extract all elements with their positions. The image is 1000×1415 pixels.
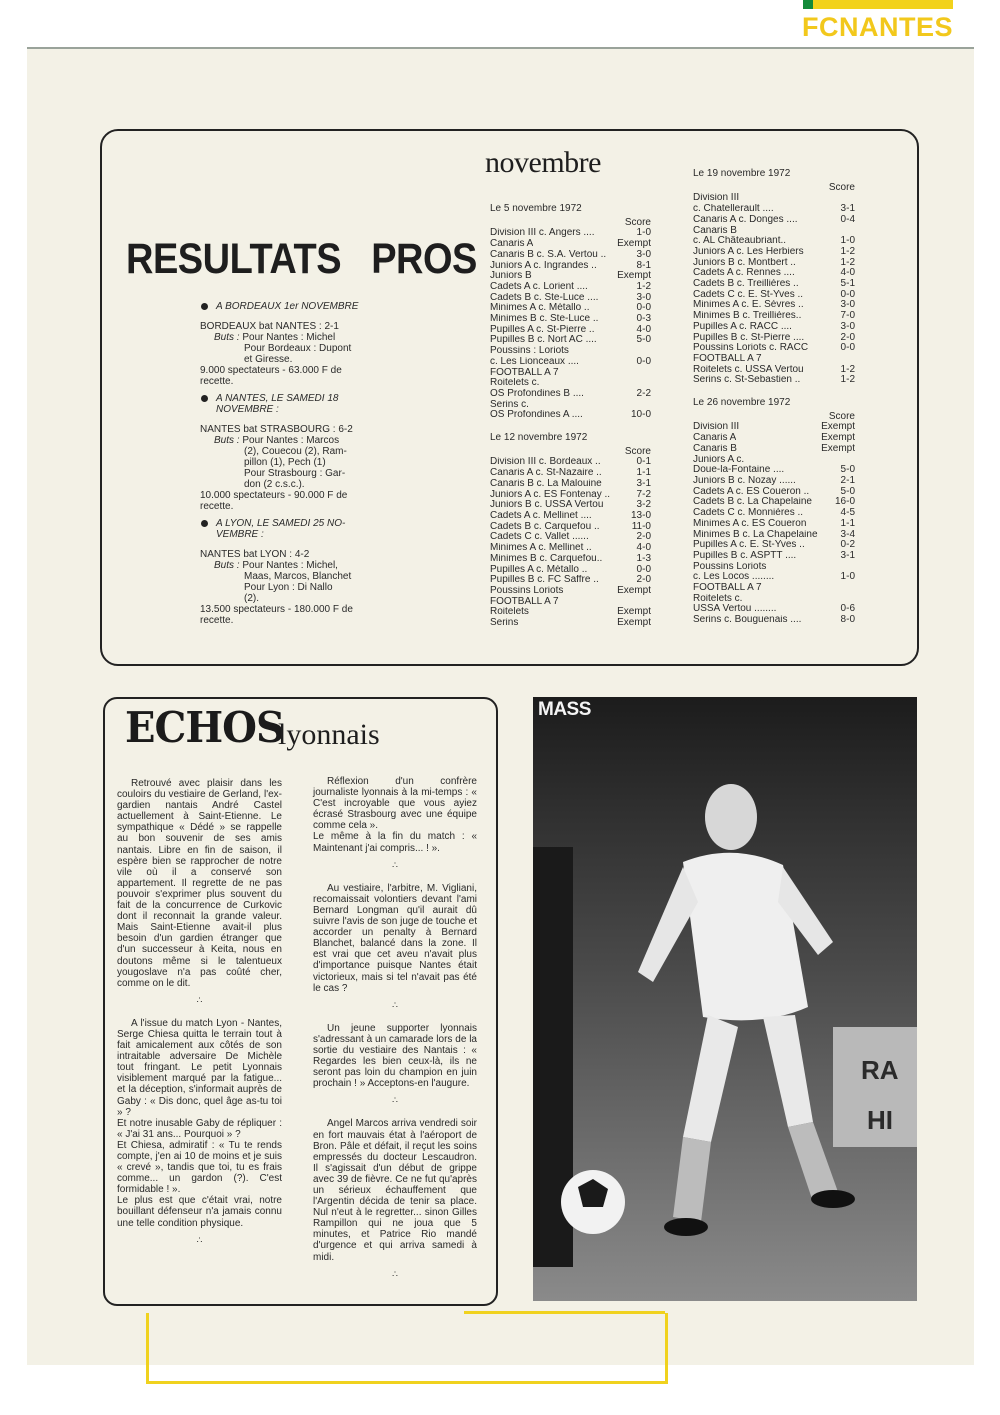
team-fixture: Pupilles B c. Nort AC .... [490,335,597,346]
team-fixture: Division III [693,422,740,433]
match-score: 1-2 [840,363,855,375]
match-score: 0-6 [840,603,855,615]
result-row [490,335,651,346]
result-row [693,365,855,376]
match-score: 8-0 [840,614,855,626]
team-fixture: Minimes A c. E. Sèvres .. [693,300,804,311]
team-fixture: Poussins Loriots [490,585,564,596]
team-fixture: Juniors A c. ES Fontenay .. [490,489,611,500]
score-header: Score [624,445,651,457]
echos-column-2 [313,776,477,1292]
match-day-date: Le 12 novembre 1972 [490,432,588,444]
team-fixture: FOOTBALL A 7 [693,583,762,594]
match-score: 0-0 [840,342,855,354]
match-score: Exempt [617,270,651,282]
match-score: 8-1 [636,259,651,271]
result-row [490,490,651,501]
score-header: Score [624,216,651,228]
match-block [200,301,370,387]
goals-line [200,435,370,446]
match-score: 3-1 [636,477,651,489]
goals-line: et Giresse. [244,354,293,365]
match-score: 7-2 [636,488,651,500]
match-score: 0-3 [636,313,651,325]
result-row [693,333,855,344]
result-row [693,562,855,573]
match-score: 16-0 [834,496,855,508]
result-row [693,268,855,279]
result-row [693,508,855,519]
separator-mark: ∴ [196,994,203,1005]
team-fixture: FOOTBALL A 7 [693,353,762,364]
team-fixture: Minimes B c. Carquefou.. [490,553,603,564]
team-fixture: Canaris B c. S.A. Vertou .. [490,249,607,260]
score-header: Score [828,181,855,193]
separator-mark: ∴ [392,1268,398,1279]
match-result: NANTES bat LYON : 4-2 [200,549,310,560]
team-fixture: Pupilles A c. Métallo .. [490,564,588,575]
echo-paragraph: Angel Marcos arriva vendredi soir en fort mauvais état à l'aéroport de Bron. Pâle et défait, il reçut les soins empressés du docteur Lescaudron. Il s'agissait d'un début de grippe avec 39 de fièvre. Ce ne fut qu'après un sérieux échauffement que l'Argentin décida de tenir sa place. Nul n'eut à le regretter... sinon Gilles Rampillon qui ne joua que 5 minutes, et Patrice Rio mandé d'urgence et qui arriva samedi à midi. [313,1118,477,1263]
result-row [490,282,651,293]
match-score: 4-5 [840,507,855,519]
goals-text: Pour Nantes : Michel, [242,560,338,571]
spacer [490,421,651,429]
result-row [490,293,651,304]
match-score: 1-0 [636,227,651,239]
team-fixture: Minimes B c. Ste-Luce .. [490,314,599,325]
brand-logo-text: FCNANTES [802,12,953,42]
page-top-rule [27,47,974,49]
goals-label: Buts : [214,332,240,343]
result-row [693,615,855,626]
team-fixture: Minimes A c. Mellinet .. [490,543,592,554]
goals-line: (2). [244,593,259,604]
team-fixture: Canaris B [693,443,737,454]
team-fixture: Cadets A c. Mellinet .... [490,510,592,521]
goals-line: (2), Couecou (2), Ram- [244,446,347,457]
match-score: 1-2 [840,245,855,257]
team-fixture: Cadets B c. La Chapelaine [693,497,812,508]
team-fixture: OS Profondines B .... [490,388,584,399]
attendance: 13.500 spectateurs - 180.000 F de recette. [200,604,353,626]
team-fixture: Serins c. St-Sebastien .. [693,375,801,386]
goals-text: Pour Nantes : Marcos [242,435,340,446]
result-row [490,586,651,597]
result-row [490,410,651,421]
team-fixture: Poussins Loriots c. RACC [693,343,809,354]
match-score: 10-0 [630,409,651,421]
echos-title: ECHOS [125,703,284,753]
result-row [693,540,855,551]
team-fixture: Poussins : Loriots [490,346,569,357]
team-fixture: Pupilles B c. St-Pierre .... [693,332,805,343]
echo-paragraph: A l'issue du match Lyon - Nantes, Serge Chiesa quitta le terrain tout à fait amicalement aux côtés de son intraitable adversaire De Michèle tout fringant. Le petit Lyonnais visiblement marqué par la fatigue... et la déception, s'informait auprès de Gaby : « Dis donc, quel âge as-tu toi » ? Et notre inusable Gaby de répliquer : « J'ai 31 ans... Pourquoi » ? Et Chiesa, admiratif : « Tu te rends compte, j'en ai 10 de moins et je suis « crevé », tandis que toi, tu es frais comme... un gardon (?). C'est formidable ! ». Le plus est que c'était vrai, notre bouillant défenseur n'a jamais connu une telle condition physique. [117,1017,282,1229]
pro-results-list [200,295,370,626]
goals-line: pillon (1), Pech (1) [244,457,326,468]
match-day-block [693,386,855,626]
match-score: 2-0 [636,531,651,543]
match-score: 7-0 [840,310,855,322]
team-fixture: Pupilles A c. St-Pierre .. [490,324,595,335]
match-score: Exempt [821,432,855,444]
match-heading: A LYON, LE SAMEDI 25 NO-VEMBRE : [200,518,370,540]
result-row [490,325,651,336]
result-row [693,247,855,258]
result-row [490,565,651,576]
result-row [693,583,855,594]
team-fixture: Cadets A c. ES Coueron .. [693,486,810,497]
team-fixture: Canaris A [490,239,534,250]
result-row [693,215,855,226]
echo-paragraph: Réflexion d'un confrère journaliste lyonnais à la mi-temps : « C'est incroyable que vous ayiez écrasé Strasbourg avec une équipe comme cela ». Le même à la fin du match : « Maintenant j'ai compris... ! ». [313,776,477,854]
goals-line: Maas, Marcos, Blanchet [244,571,352,582]
result-row [693,279,855,290]
team-fixture: Roitelets c. [490,378,540,389]
team-fixture: Juniors B c. USSA Vertou [490,500,604,511]
match-day-block [693,169,855,386]
team-fixture: Roitelets c. [693,593,743,604]
match-score: 3-2 [636,499,651,511]
match-score: 1-2 [636,280,651,292]
match-score: 1-0 [840,571,855,583]
match-block [200,393,370,512]
match-score: 1-0 [840,235,855,247]
team-fixture: Minimes A c. ES Coueron [693,518,807,529]
result-row [693,444,855,455]
team-fixture: Juniors B c. Montbert .. [693,257,796,268]
match-score: 5-1 [840,278,855,290]
match-score: 3-1 [840,203,855,215]
result-row [490,522,651,533]
team-fixture: Juniors A c. Les Herbiers [693,246,804,257]
team-fixture: Pupilles A c. E. St-Yves .. [693,540,805,551]
result-row [693,258,855,269]
match-score: 3-0 [636,291,651,303]
player-photo-image [533,697,917,1301]
team-fixture: Pupilles B c. ASPTT .... [693,550,797,561]
match-score: 0-0 [840,288,855,300]
result-row [490,468,651,479]
match-score: 0-1 [636,456,651,468]
separator-mark: ∴ [392,1095,398,1106]
result-row [490,314,651,325]
photo-caption: MASS [538,699,591,720]
match-score: 13-0 [630,509,651,521]
brand-yellow-frame-top [464,1311,665,1314]
team-fixture: Pupilles A c. RACC .... [693,321,792,332]
spacer [693,386,855,394]
team-fixture: Doue-la-Fontaine .... [693,465,785,476]
result-row [693,322,855,333]
result-row [490,400,651,411]
team-fixture: Cadets A c. Lorient .... [490,281,588,292]
match-day-date: Le 5 novembre 1972 [490,203,582,214]
match-score: 3-1 [840,549,855,561]
match-score: 0-2 [840,539,855,551]
team-fixture: Serins [490,618,519,629]
november-results-column-1 [490,200,651,629]
result-row [490,357,651,368]
result-row [490,511,651,522]
match-score: 1-2 [840,374,855,386]
match-score: 5-0 [840,485,855,497]
match-score: 4-0 [840,267,855,279]
match-score: Exempt [617,606,651,618]
match-score: 11-0 [631,520,651,532]
result-row [490,389,651,400]
separator-mark: ∴ [392,999,398,1010]
echos-subtitle: lyonnais [278,718,380,751]
match-score: 4-0 [636,323,651,335]
team-fixture: Cadets B c. Carquefou .. [490,521,600,532]
match-score: 2-0 [636,574,651,586]
result-row [490,271,651,282]
result-row [693,375,855,386]
team-fixture: USSA Vertou ........ [693,604,777,615]
brand-color-bar [803,0,953,9]
team-fixture: c. Les Locos ........ [693,572,775,583]
team-fixture: Cadets A c. Rennes .... [693,268,795,279]
match-day-date: Le 26 novembre 1972 [693,397,791,409]
match-score: 2-0 [840,331,855,343]
result-row [693,594,855,605]
team-fixture: Pupilles B c. FC Saffre .. [490,575,599,586]
result-row [693,204,855,215]
match-score: 1-1 [636,467,651,479]
team-fixture: Minimes B c. Treillières.. [693,311,802,322]
match-day-block [490,421,651,629]
team-fixture: Cadets C c. Vallet ...... [490,532,589,543]
goals-line [200,560,370,571]
team-fixture: Canaris B [693,225,737,236]
result-row [693,604,855,615]
team-fixture: Cadets C c. Monnières .. [693,508,804,519]
result-row [490,250,651,261]
player-photo [533,697,917,1301]
team-fixture: Cadets B c. Treillières .. [693,279,799,290]
result-row [693,300,855,311]
result-row [693,476,855,487]
match-score: 0-0 [636,302,651,314]
match-score: 0-4 [840,213,855,225]
goals-label: Buts : [214,560,240,571]
team-fixture: Juniors B c. Nozay ...... [693,475,796,486]
result-row [693,455,855,466]
match-score: Exempt [821,442,855,454]
match-result: BORDEAUX bat NANTES : 2-1 [200,321,339,332]
team-fixture: Serins c. Bouguenais .... [693,615,802,626]
team-fixture: Juniors A c. [693,454,745,465]
score-header: Score [828,410,855,422]
team-fixture: Canaris A c. St-Nazaire .. [490,468,602,479]
match-day-block [490,204,651,421]
result-row [490,457,651,468]
match-score: 2-1 [840,474,855,486]
match-score: 1-3 [636,552,651,564]
result-row [490,618,651,629]
team-fixture: OS Profondines A .... [490,410,583,421]
result-row [490,500,651,511]
attendance: 9.000 spectateurs - 63.000 F de recette. [200,365,342,387]
team-fixture: Poussins Loriots [693,561,767,572]
advertising-board-text: RA [861,1055,899,1085]
result-row [693,343,855,354]
match-score [852,583,855,594]
result-row [490,368,651,379]
result-row [490,543,651,554]
separator-mark: ∴ [392,859,398,870]
match-score: 4-0 [636,542,651,554]
result-row [490,303,651,314]
goals-line: Pour Lyon : Di Nallo [244,582,333,593]
echo-paragraph: Au vestiaire, l'arbitre, M. Vigliani, recomaissait volontiers devant l'ami Bernard Longman qu'il aurait dû suivre l'avis de son juge de touche et accorder un penalty à Bernard Blanchet, balancé dans la zone. Il est vrai que cet aveu n'avait plus d'importance puisque Nantes était victorieux, mais si tel n'avait pas été le cas ? [313,882,477,994]
result-row [693,193,855,204]
result-row [490,239,651,250]
team-fixture: Cadets B c. Ste-Luce .... [490,292,599,303]
team-fixture: Division III [693,193,740,204]
match-block [200,518,370,626]
match-heading: A NANTES, LE SAMEDI 18 NOVEMBRE : [200,393,370,415]
team-fixture: Roitelets [490,607,529,618]
attendance: 10.000 spectateurs - 90.000 F de recette. [200,490,348,512]
match-score: 3-0 [840,320,855,332]
team-fixture: Canaris B c. La Malouine [490,478,602,489]
result-row [693,290,855,301]
result-row [693,226,855,237]
team-fixture: FOOTBALL A 7 [490,596,559,607]
november-results-column-2 [693,165,855,626]
match-score: 5-0 [840,464,855,476]
match-score: Exempt [617,584,651,596]
match-day-date: Le 19 novembre 1972 [693,168,791,179]
result-row [693,497,855,508]
team-fixture: Serins c. [490,399,529,410]
separator-mark: ∴ [196,1234,203,1245]
result-row [490,479,651,490]
goals-line: don (2 c.s.c.). [244,479,305,490]
match-score: 1-1 [840,517,855,529]
echo-paragraph: Retrouvé avec plaisir dans les couloirs du vestiaire de Gerland, l'ex-gardien nantais André Castel actuellement à Saint-Etienne. Le sympathique « Dédé » se rappelle au bon souvenir de ses amis nantais. Libre en fin de saison, il espère bien se rapprocher de notre vile où il a conservé son appartement. Il regrette de ne pas pouvoir s'exprimer plus souvent du fait de la concurrence de Curkovic dont il reconnait la grande valeur. Mais Saint-Etienne avait-il plus besoin d'un gardien étranger que d'un successeur à Keita, nous en doutons même si le talentueux yougoslave n'a pas coûté cher, comme on le dit. [117,778,282,989]
match-heading: A BORDEAUX 1er NOVEMBRE [200,301,370,312]
team-fixture: c. Les Lionceaux .... [490,356,579,367]
results-pros-title: RESULTATS PROS [126,236,477,284]
match-score: Exempt [821,421,855,433]
match-score: 3-0 [840,299,855,311]
match-score [648,368,651,379]
team-fixture: Cadets C c. E. St-Yves .. [693,289,804,300]
goals-text: Pour Nantes : Michel [242,332,336,343]
echos-column-1 [117,778,282,1258]
match-score: Exempt [617,617,651,629]
goals-label: Buts : [214,435,240,446]
team-fixture: Canaris A [693,433,737,444]
match-score: 3-4 [840,528,855,540]
match-score: 0-0 [636,355,651,367]
team-fixture: Division III c. Bordeaux .. [490,457,601,468]
match-score: 5-0 [636,334,651,346]
result-row [490,378,651,389]
team-fixture: Minimes A c. Métallo .. [490,303,590,314]
brand-green-block [803,0,813,9]
team-fixture: Canaris A c. Donges .... [693,214,798,225]
result-row [693,465,855,476]
match-score: 0-0 [636,563,651,575]
result-row [693,530,855,541]
result-row [490,554,651,565]
result-row [693,236,855,247]
goals-line: Pour Strasbourg : Gar- [244,468,346,479]
echo-paragraph: Un jeune supporter lyonnais s'adressant à un camarade lors de la sortie du vestiaire des Nantais : « Regardes les bien ceux-là, ils ne seront pas loin du champion en juin prochain ! » Acceptons-en l'augure. [313,1022,477,1090]
novembre-title: novembre [485,146,601,179]
team-fixture: Juniors A c. Ingrandes .. [490,260,597,271]
result-row [693,354,855,365]
team-fixture: Juniors B [490,271,532,282]
advertising-board-text: HI [867,1105,893,1135]
result-row [693,311,855,322]
goals-line: Pour Bordeaux : Dupont [244,343,352,354]
result-row [693,519,855,530]
team-fixture: c. AL Châteaubriant.. [693,236,787,247]
match-score: 3-0 [636,248,651,260]
team-fixture: c. Chatellerault .... [693,204,774,215]
match-result: NANTES bat STRASBOURG : 6-2 [200,424,353,435]
result-row [693,487,855,498]
result-row [490,346,651,357]
goals-line [200,332,370,343]
team-fixture: Roitelets c. USSA Vertou [693,364,804,375]
match-score: 1-2 [840,256,855,268]
result-row [693,551,855,562]
match-score: Exempt [617,238,651,250]
team-fixture: FOOTBALL A 7 [490,367,559,378]
brand-yellow-frame [146,1313,668,1384]
team-fixture: Division III c. Angers .... [490,228,595,239]
team-fixture: Minimes B c. La Chapelaine [693,529,818,540]
result-row [693,572,855,583]
match-score: 2-2 [636,387,651,399]
result-row [490,532,651,543]
